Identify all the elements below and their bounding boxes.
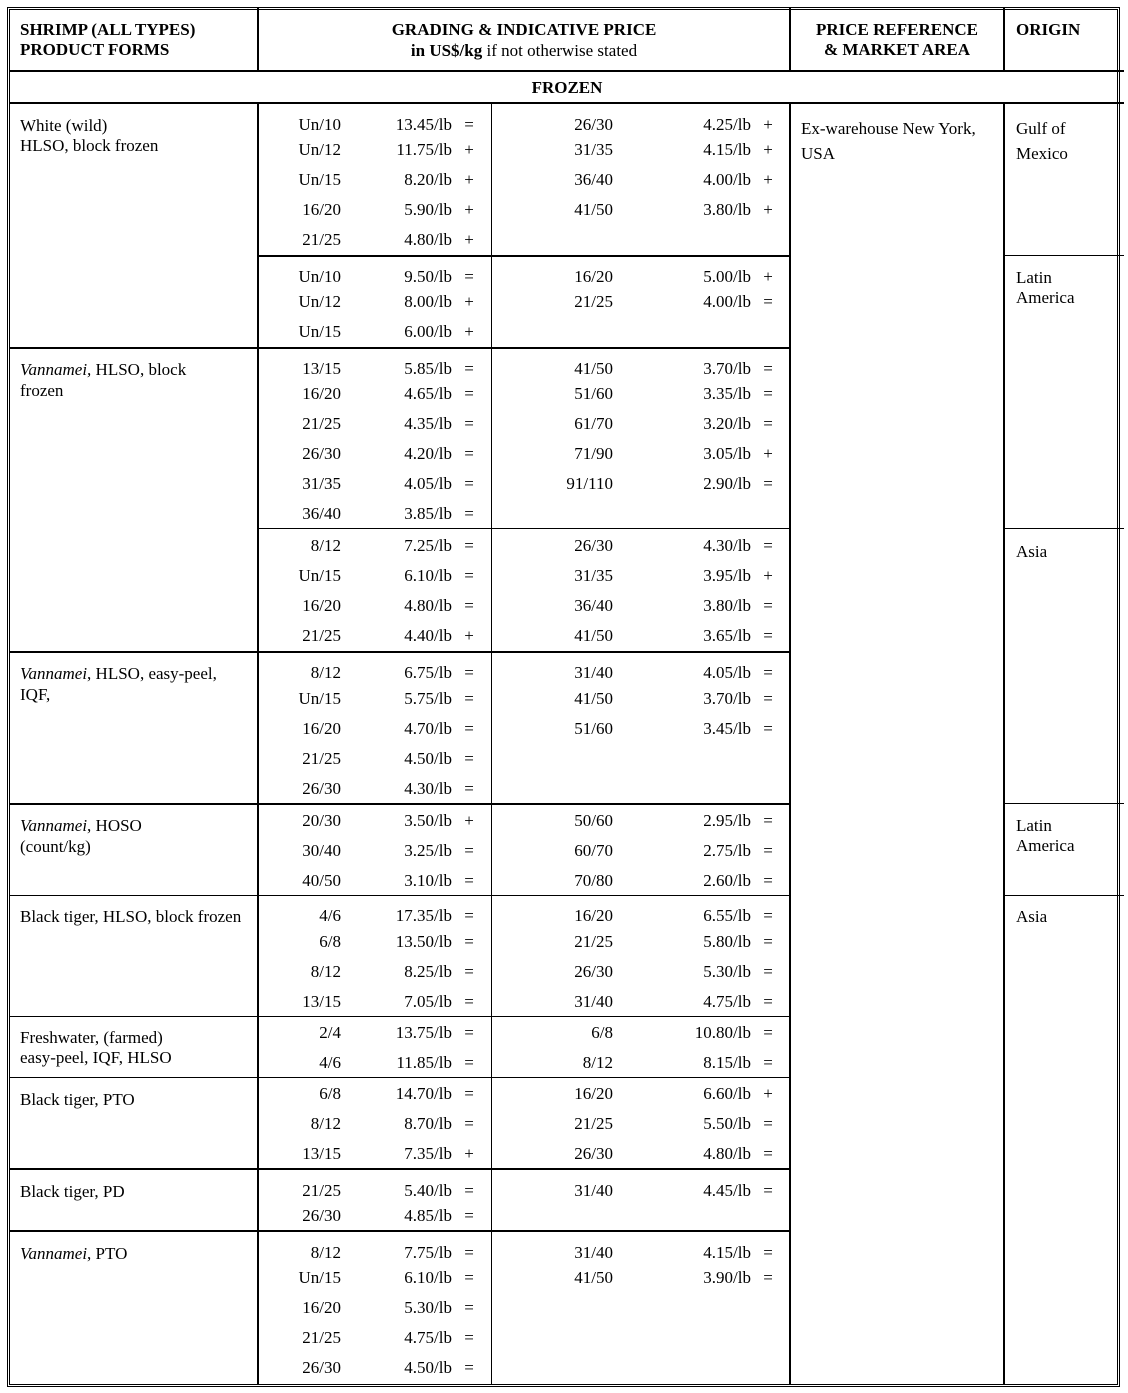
price-value: 4.70/lb	[404, 719, 452, 738]
product-form-text: , HLSO, easy-peel,	[87, 664, 217, 683]
price-value: 5.85/lb	[404, 359, 452, 378]
grade-count: 41/50	[574, 1268, 613, 1287]
price-value: 7.25/lb	[404, 536, 452, 555]
price-value: 2.90/lb	[703, 474, 751, 493]
price-trend: +	[464, 626, 474, 645]
price-trend: +	[763, 267, 773, 286]
price-trend: =	[763, 992, 773, 1011]
header-origin: ORIGIN	[1016, 20, 1081, 39]
price-trend: =	[464, 1328, 474, 1347]
row-divider	[10, 1077, 790, 1078]
product-form-text: HLSO, block	[91, 360, 187, 379]
origin-latin-america: Latin America	[1016, 816, 1075, 855]
price-trend: +	[763, 566, 773, 585]
product-vannamei-pto	[20, 1244, 127, 1264]
column-divider	[257, 8, 259, 71]
price-trend: =	[464, 932, 474, 951]
price-value: 5.50/lb	[703, 1114, 751, 1133]
grade-count: 8/12	[310, 536, 341, 555]
price-value: 8.70/lb	[404, 1114, 452, 1133]
price-trend: =	[763, 1114, 773, 1133]
price-trend: =	[763, 663, 773, 682]
grade-count: 20/30	[302, 811, 341, 830]
price-trend: =	[464, 1053, 474, 1072]
grade-count: 31/40	[574, 992, 613, 1011]
grade-count: 26/30	[302, 1358, 341, 1377]
price-trend: =	[464, 267, 474, 286]
price-value: 4.50/lb	[404, 749, 452, 768]
price-value: 4.35/lb	[404, 414, 452, 433]
price-trend: =	[464, 992, 474, 1011]
price-trend: =	[464, 689, 474, 708]
column-divider	[491, 103, 492, 1385]
price-value: 3.10/lb	[404, 871, 452, 890]
price-value: 3.95/lb	[703, 566, 751, 585]
price-trend: =	[464, 504, 474, 523]
price-trend: =	[763, 1181, 773, 1200]
price-value: 4.15/lb	[703, 140, 751, 159]
grade-count: 13/15	[302, 992, 341, 1011]
product-vannamei-hoso-line2: (count/kg)	[20, 837, 91, 856]
grade-count: Un/15	[298, 170, 341, 189]
price-trend: =	[763, 719, 773, 738]
price-trend: +	[464, 1144, 474, 1163]
price-value: 8.15/lb	[703, 1053, 751, 1072]
price-value: 5.30/lb	[404, 1298, 452, 1317]
price-value: 3.05/lb	[703, 444, 751, 463]
price-trend: +	[464, 200, 474, 219]
product-vannamei-hoso	[20, 816, 142, 836]
grade-count: 4/6	[319, 1053, 341, 1072]
price-value: 8.00/lb	[404, 292, 452, 311]
grade-count: Un/10	[298, 115, 341, 134]
price-value: 4.80/lb	[404, 596, 452, 615]
grade-count: 21/25	[574, 932, 613, 951]
price-value: 13.45/lb	[395, 115, 452, 134]
price-trend: =	[763, 1023, 773, 1042]
grade-count: Un/15	[298, 322, 341, 341]
header-price-reference: PRICE REFERENCE & MARKET AREA	[816, 20, 978, 59]
product-black-tiger-hlso: Black tiger, HLSO, block frozen	[20, 907, 242, 926]
grade-count: 40/50	[302, 871, 341, 890]
price-value: 6.00/lb	[404, 322, 452, 341]
price-trend: +	[763, 115, 773, 134]
price-value: 4.75/lb	[404, 1328, 452, 1347]
grade-count: 51/60	[574, 719, 613, 738]
grade-count: 30/40	[302, 841, 341, 860]
header-grading-unit	[259, 41, 789, 61]
row-divider	[10, 895, 790, 896]
grade-count: 4/6	[319, 906, 341, 925]
product-form-text: , HOSO	[87, 816, 142, 835]
grade-count: 31/35	[574, 140, 613, 159]
price-trend: =	[763, 359, 773, 378]
grade-count: 21/25	[302, 749, 341, 768]
price-trend: =	[763, 811, 773, 830]
price-trend: =	[464, 536, 474, 555]
grade-count: 41/50	[574, 689, 613, 708]
price-value: 3.65/lb	[703, 626, 751, 645]
price-value: 6.55/lb	[703, 906, 751, 925]
row-divider	[10, 1168, 790, 1170]
grade-count: 8/12	[310, 1114, 341, 1133]
price-trend: =	[464, 1114, 474, 1133]
price-trend: =	[763, 1268, 773, 1287]
price-trend: =	[763, 414, 773, 433]
price-value: 5.40/lb	[404, 1181, 452, 1200]
price-trend: =	[464, 1181, 474, 1200]
origin-divider	[1004, 255, 1124, 256]
species-italic: Vannamei	[20, 1244, 88, 1263]
price-trend: =	[464, 474, 474, 493]
price-value: 9.50/lb	[404, 267, 452, 286]
price-trend: =	[464, 566, 474, 585]
grade-count: 21/25	[302, 230, 341, 249]
header-unit-rest: if not otherwise stated	[482, 41, 638, 60]
price-value: 3.80/lb	[703, 596, 751, 615]
origin-asia: Asia	[1016, 907, 1048, 926]
grade-count: 36/40	[302, 504, 341, 523]
price-value: 4.05/lb	[703, 663, 751, 682]
price-value: 2.75/lb	[703, 841, 751, 860]
market-area: Ex-warehouse New York, USA	[801, 119, 976, 163]
price-value: 2.95/lb	[703, 811, 751, 830]
grade-count: 70/80	[574, 871, 613, 890]
price-trend: =	[464, 115, 474, 134]
origin-gulf-of-mexico: Gulf of Mexico	[1016, 119, 1068, 163]
price-trend: =	[464, 596, 474, 615]
header-grading: GRADING & INDICATIVE PRICE	[391, 20, 657, 39]
price-value: 4.50/lb	[404, 1358, 452, 1377]
price-value: 4.80/lb	[404, 230, 452, 249]
price-trend: =	[464, 1298, 474, 1317]
price-trend: +	[464, 140, 474, 159]
grade-count: 16/20	[302, 596, 341, 615]
row-divider	[10, 1016, 790, 1017]
price-trend: =	[763, 962, 773, 981]
grade-count: 41/50	[574, 626, 613, 645]
price-value: 4.25/lb	[703, 115, 751, 134]
row-divider	[10, 651, 790, 653]
grade-count: 6/8	[591, 1023, 613, 1042]
price-trend: =	[464, 962, 474, 981]
price-trend: =	[464, 779, 474, 798]
price-value: 11.75/lb	[396, 140, 452, 159]
grade-count: 6/8	[319, 932, 341, 951]
grade-count: 41/50	[574, 200, 613, 219]
grade-count: Un/15	[298, 689, 341, 708]
price-value: 2.60/lb	[703, 871, 751, 890]
grade-count: 16/20	[302, 719, 341, 738]
grade-count: 16/20	[574, 1084, 613, 1103]
price-value: 4.40/lb	[404, 626, 452, 645]
price-value: 4.30/lb	[703, 536, 751, 555]
price-value: 4.15/lb	[703, 1243, 751, 1262]
header-unit-bold: in US$/kg	[410, 41, 483, 60]
price-trend: +	[763, 170, 773, 189]
grade-count: 50/60	[574, 811, 613, 830]
price-trend: =	[464, 871, 474, 890]
species-italic: Vannamei	[20, 816, 88, 835]
origin-divider	[1004, 528, 1124, 529]
grade-count: 8/12	[582, 1053, 613, 1072]
price-trend: =	[763, 384, 773, 403]
price-value: 14.70/lb	[395, 1084, 452, 1103]
price-trend: =	[763, 871, 773, 890]
grade-count: 8/12	[310, 962, 341, 981]
price-value: 3.90/lb	[703, 1268, 751, 1287]
price-value: 10.80/lb	[694, 1023, 751, 1042]
price-trend: +	[763, 200, 773, 219]
price-trend: =	[464, 1358, 474, 1377]
price-trend: =	[464, 359, 474, 378]
grade-count: 21/25	[302, 626, 341, 645]
product-black-tiger-pto: Black tiger, PTO	[20, 1090, 135, 1109]
price-trend: =	[464, 749, 474, 768]
product-white-wild: White (wild) HLSO, block frozen	[20, 116, 159, 155]
grade-count: 13/15	[302, 1144, 341, 1163]
section-divider	[10, 102, 1124, 104]
grade-count: 26/30	[574, 536, 613, 555]
price-value: 3.85/lb	[404, 504, 452, 523]
price-trend: +	[464, 811, 474, 830]
price-value: 5.00/lb	[703, 267, 751, 286]
price-trend: +	[763, 140, 773, 159]
grade-count: 26/30	[302, 1206, 341, 1225]
grade-count: 16/20	[302, 200, 341, 219]
price-value: 7.35/lb	[404, 1144, 452, 1163]
row-divider	[10, 803, 790, 805]
price-trend: =	[464, 841, 474, 860]
price-trend: =	[763, 689, 773, 708]
price-trend: +	[464, 230, 474, 249]
product-vannamei-easy	[20, 664, 217, 684]
price-trend: =	[763, 1243, 773, 1262]
price-value: 4.00/lb	[703, 292, 751, 311]
column-divider	[789, 8, 791, 71]
price-value: 3.80/lb	[703, 200, 751, 219]
grade-count: Un/10	[298, 267, 341, 286]
price-value: 17.35/lb	[395, 906, 452, 925]
row-divider	[10, 347, 790, 349]
grade-count: 21/25	[302, 1181, 341, 1200]
grade-count: 60/70	[574, 841, 613, 860]
grade-count: 8/12	[310, 1243, 341, 1262]
origin-asia: Asia	[1016, 542, 1048, 561]
grade-count: 16/20	[302, 1298, 341, 1317]
header-divider	[10, 70, 1124, 72]
price-trend: =	[763, 906, 773, 925]
price-value: 3.70/lb	[703, 689, 751, 708]
price-value: 4.00/lb	[703, 170, 751, 189]
species-italic: Vannamei	[20, 664, 88, 683]
price-trend: =	[464, 1023, 474, 1042]
price-trend: =	[464, 663, 474, 682]
price-value: 4.85/lb	[404, 1206, 452, 1225]
price-trend: =	[763, 292, 773, 311]
price-trend: +	[763, 444, 773, 463]
grade-count: 16/20	[574, 267, 613, 286]
price-value: 4.05/lb	[404, 474, 452, 493]
column-divider	[789, 103, 791, 1385]
price-trend: =	[763, 1144, 773, 1163]
grade-count: 26/30	[574, 1144, 613, 1163]
price-value: 8.25/lb	[404, 962, 452, 981]
column-divider	[1003, 103, 1005, 1385]
grade-count: 21/25	[302, 1328, 341, 1347]
price-value: 5.75/lb	[404, 689, 452, 708]
grade-count: Un/12	[298, 140, 341, 159]
price-trend: =	[464, 906, 474, 925]
grade-count: 26/30	[302, 444, 341, 463]
row-divider	[258, 528, 790, 529]
grade-count: 41/50	[574, 359, 613, 378]
price-value: 4.30/lb	[404, 779, 452, 798]
grade-count: 26/30	[574, 115, 613, 134]
grade-count: 2/4	[319, 1023, 341, 1042]
grade-count: 16/20	[574, 906, 613, 925]
grade-count: 13/15	[302, 359, 341, 378]
grade-count: Un/12	[298, 292, 341, 311]
grade-count: 31/40	[574, 663, 613, 682]
price-trend: =	[464, 1268, 474, 1287]
grade-count: 21/25	[574, 292, 613, 311]
grade-count: 91/110	[566, 474, 613, 493]
grade-count: 36/40	[574, 596, 613, 615]
origin-latin-america: Latin America	[1016, 268, 1075, 307]
price-value: 6.75/lb	[404, 663, 452, 682]
product-vannamei-block	[20, 360, 186, 380]
grade-count: Un/15	[298, 566, 341, 585]
origin-divider	[1004, 803, 1124, 804]
grade-count: 31/40	[574, 1181, 613, 1200]
row-divider	[10, 1230, 790, 1232]
price-value: 8.20/lb	[404, 170, 452, 189]
price-trend: =	[464, 1084, 474, 1103]
grade-count: 71/90	[574, 444, 613, 463]
price-trend: +	[464, 322, 474, 341]
price-value: 4.80/lb	[703, 1144, 751, 1163]
product-form-text: , PTO	[87, 1244, 128, 1263]
price-value: 4.45/lb	[703, 1181, 751, 1200]
row-divider	[258, 255, 790, 257]
price-trend: =	[763, 596, 773, 615]
column-divider	[1003, 8, 1005, 71]
price-trend: =	[464, 719, 474, 738]
origin-divider	[1004, 895, 1124, 896]
price-trend: +	[464, 292, 474, 311]
grade-count: 8/12	[310, 663, 341, 682]
price-trend: =	[763, 474, 773, 493]
price-value: 3.25/lb	[404, 841, 452, 860]
price-value: 4.65/lb	[404, 384, 452, 403]
price-value: 3.50/lb	[404, 811, 452, 830]
price-trend: =	[763, 932, 773, 951]
grade-count: 6/8	[319, 1084, 341, 1103]
grade-count: 26/30	[574, 962, 613, 981]
grade-count: 26/30	[302, 779, 341, 798]
price-trend: =	[763, 841, 773, 860]
price-value: 6.10/lb	[404, 1268, 452, 1287]
price-value: 5.90/lb	[404, 200, 452, 219]
price-trend: =	[763, 536, 773, 555]
grade-count: 21/25	[302, 414, 341, 433]
grade-count: 21/25	[574, 1114, 613, 1133]
product-freshwater: Freshwater, (farmed) easy-peel, IQF, HLSO	[20, 1028, 172, 1067]
price-value: 3.35/lb	[703, 384, 751, 403]
price-trend: =	[763, 626, 773, 645]
grade-count: 61/70	[574, 414, 613, 433]
section-frozen: FROZEN	[531, 78, 603, 97]
price-value: 3.70/lb	[703, 359, 751, 378]
price-value: 6.10/lb	[404, 566, 452, 585]
price-value: 7.75/lb	[404, 1243, 452, 1262]
column-divider	[257, 103, 259, 1385]
price-trend: =	[763, 1053, 773, 1072]
price-value: 4.20/lb	[404, 444, 452, 463]
price-trend: =	[464, 414, 474, 433]
price-value: 7.05/lb	[404, 992, 452, 1011]
grade-count: 31/35	[574, 566, 613, 585]
price-trend: +	[763, 1084, 773, 1103]
grade-count: 16/20	[302, 384, 341, 403]
product-vannamei-block-line2: frozen	[20, 381, 64, 400]
price-trend: =	[464, 1243, 474, 1262]
price-value: 4.75/lb	[703, 992, 751, 1011]
header-product-forms: SHRIMP (ALL TYPES) PRODUCT FORMS	[20, 20, 196, 59]
price-value: 11.85/lb	[396, 1053, 452, 1072]
price-trend: =	[464, 1206, 474, 1225]
price-value: 6.60/lb	[703, 1084, 751, 1103]
price-value: 13.50/lb	[395, 932, 452, 951]
grade-count: 31/35	[302, 474, 341, 493]
grade-count: 31/40	[574, 1243, 613, 1262]
price-trend: =	[464, 384, 474, 403]
product-black-tiger-pd: Black tiger, PD	[20, 1182, 125, 1201]
price-value: 3.45/lb	[703, 719, 751, 738]
price-trend: +	[464, 170, 474, 189]
price-value: 5.30/lb	[703, 962, 751, 981]
price-value: 13.75/lb	[395, 1023, 452, 1042]
grade-count: 51/60	[574, 384, 613, 403]
price-value: 3.20/lb	[703, 414, 751, 433]
grade-count: 36/40	[574, 170, 613, 189]
price-value: 5.80/lb	[703, 932, 751, 951]
grade-count: Un/15	[298, 1268, 341, 1287]
product-vannamei-easy-line2: IQF,	[20, 685, 51, 704]
species-italic: Vannamei,	[20, 360, 92, 379]
price-trend: =	[464, 444, 474, 463]
